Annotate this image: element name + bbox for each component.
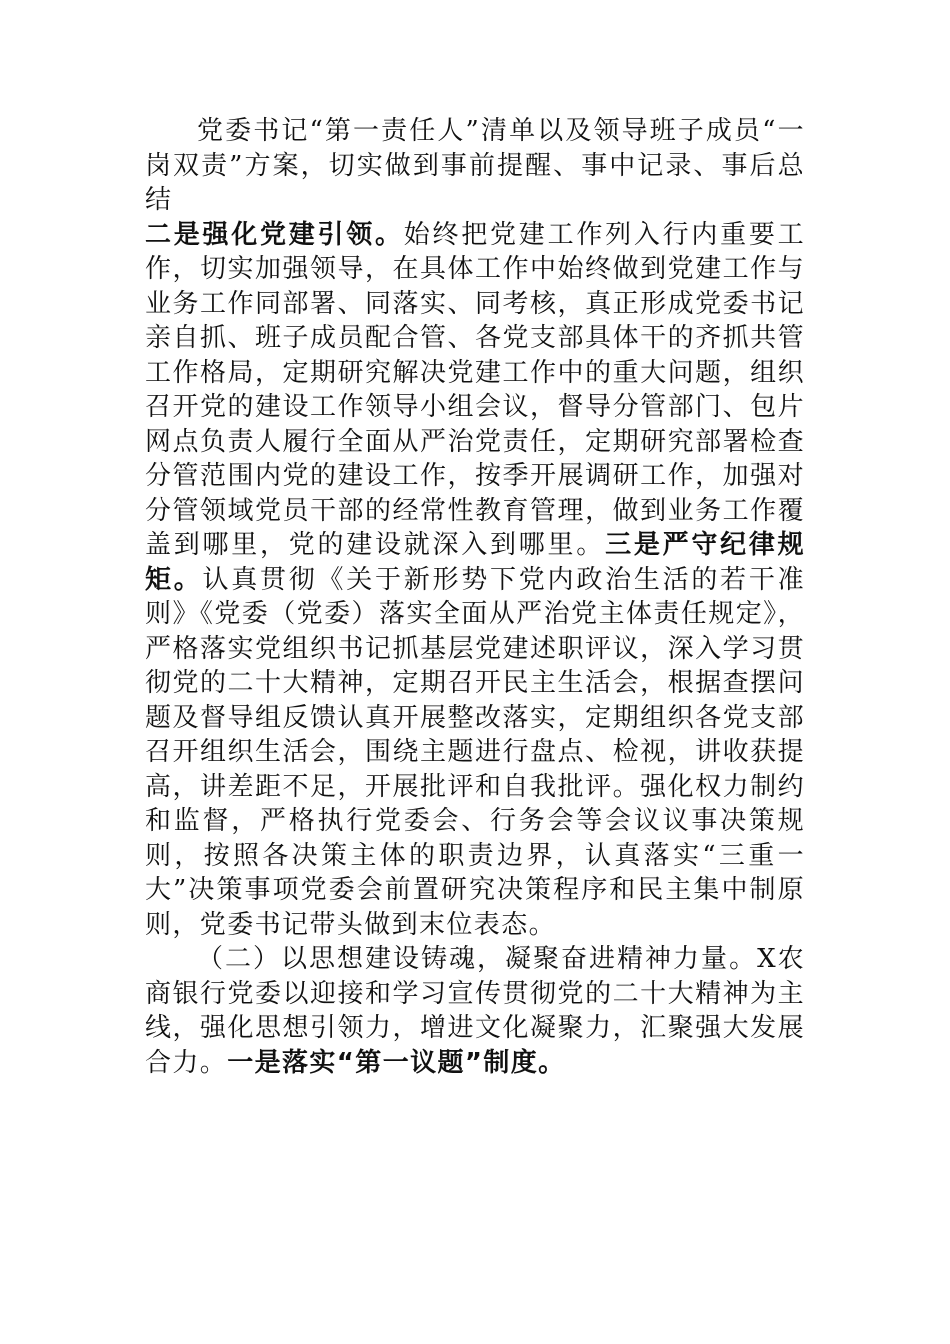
paragraph-3-run-2: X农商银行党委以迎接和学习宣传贯彻党的二十大精神为主线，强化思想引领力，增进文化凝聚力，汇聚强大发展合力。	[145, 944, 805, 1078]
paragraph-2-run-2: 始终把党建工作列入行内重要工作，切实加强领导，在具体工作中始终做到党建工作与业务工作同部署、同落实、同考核，真正形成党委书记亲自抓、班子成员配合管、各党支部具体干的齐抓共管工作格局，定期研究解决党建工作中的重大问题，组织召开党的建设工作领导小组会议，督导分管部门、包片网点负责人履行全面从严治党责任，定期研究部署检查分管范围内党的建设工作，按季开展调研工作，加强对分管领域党员干部的经常性教育管理，做到业务工作覆盖到哪里，党的建设就深入到哪里。	[145, 219, 805, 560]
paragraph-2	[145, 218, 805, 943]
section-heading-ideological-building: （二）以思想建设铸魂，凝聚奋进精神力量。	[197, 944, 758, 974]
paragraph-3	[145, 942, 805, 1080]
heading-discipline-rules: 三是严守纪律规矩。	[145, 530, 805, 595]
paragraph-2-run-4: 认真贯彻《关于新形势下党内政治生活的若干准则》《党委（党委）落实全面从严治党主体责任规定》，严格落实党组织书记抓基层党建述职评议，深入学习贯彻党的二十大精神，定期召开民主生活会，根据查摆问题及督导组反馈认真开展整改落实，定期组织各党支部召开组织生活会，围绕主题进行盘点、检视，讲收获提高，讲差距不足，开展批评和自我批评。强化权力制约和监督，严格执行党委会、行务会等会议议事决策规则，按照各决策主体的职责边界，认真落实“三重一大”决策事项党委会前置研究决策程序和民主集中制原则，党委书记带头做到末位表态。	[145, 564, 805, 940]
heading-strengthen-party-leadership: 二是强化党建引领。	[145, 219, 404, 250]
paragraph-1-run-1: 党委书记“第一责任人”清单以及领导班子成员“一岗双责”方案，切实做到事前提醒、事中记录、事后总结	[145, 116, 805, 215]
heading-first-agenda-system: 一是落实“第一议题”制度。	[227, 1047, 566, 1078]
document-body	[145, 114, 805, 1080]
paragraph-1	[145, 114, 805, 218]
